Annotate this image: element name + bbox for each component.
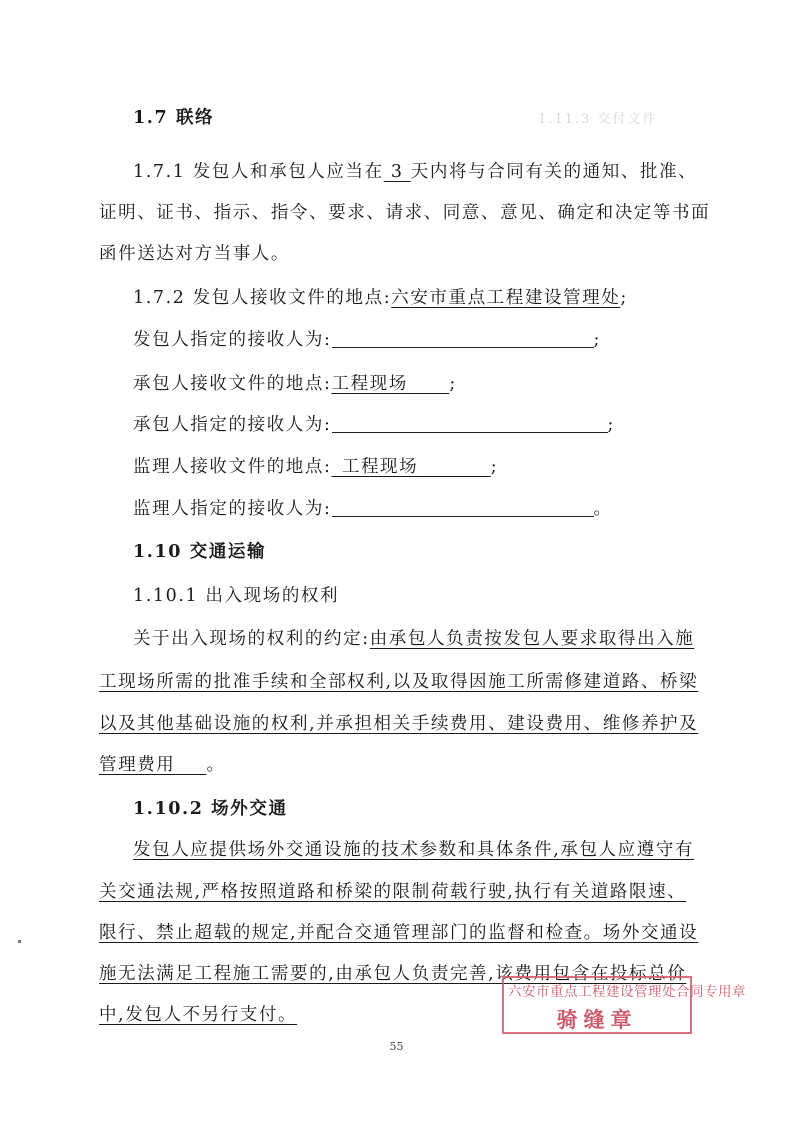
clause-1-7-1-line-1: 1.7.1 发包人和承包人应当在 3 天内将与合同有关的通知、批准、 [133, 162, 698, 182]
contractor-receiver-row: 承包人指定的接收人为: ; [133, 415, 615, 435]
clause-1-10-2-line-3: 限行、禁止超载的规定,并配合交通管理部门的监督和检查。场外交通设 [99, 923, 699, 943]
section-1-10-heading: 1.10 交通运输 [133, 542, 267, 562]
supervisor-receiver-row: 监理人指定的接收人为: 。 [133, 499, 613, 519]
supervisor-receiver-blank [332, 498, 594, 517]
clause-1-7-1-line-2: 证明、证书、指示、指令、要求、请求、同意、意见、确定和决定等书面 [99, 203, 711, 223]
section-1-7-heading: 1.7 联络 [133, 108, 215, 128]
clause-1-10-1-heading: 1.10.1 出入现场的权利 [133, 586, 340, 606]
clause-1-7-2-line-1: 1.7.2 发包人接收文件的地点:六安市重点工程建设管理处; [133, 288, 628, 308]
supervisor-address-row: 监理人接收文件的地点: 工程现场 ; [133, 457, 499, 477]
contractor-receiver-blank [332, 414, 608, 433]
employer-receiver-blank [332, 329, 594, 348]
employer-address: 六安市重点工程建设管理处 [391, 288, 621, 308]
contractor-address: 工程现场 [331, 374, 408, 394]
stamp-line-1: 六安市重点工程建设管理处合同专用章 [508, 984, 746, 1000]
page-number: 55 [389, 1040, 404, 1053]
bleed-through-text: 1.11.3 交付文件 [538, 112, 658, 127]
clause-1-10-2-line-4: 施无法满足工程施工需要的,由承包人负责完善,该费用包含在投标总价 [99, 964, 687, 984]
clause-1-10-1-line-3: 以及其他基础设施的权利,并承担相关手续费用、建设费用、维修养护及 [99, 714, 699, 734]
clause-1-10-2-line-2: 关交通法规,严格按照道路和桥梁的限制荷载行驶,执行有关道路限速、 [99, 882, 687, 902]
notice-days: 3 [383, 162, 411, 182]
clause-1-10-1-line-4: 管理费用 。 [99, 755, 226, 775]
clause-1-10-2-heading: 1.10.2 场外交通 [133, 799, 288, 819]
stamp-line-2: 骑缝章 [556, 1007, 638, 1032]
seam-seal-stamp [502, 976, 746, 1034]
clause-1-10-2-line-5: 中,发包人不另行支付。 [99, 1005, 298, 1025]
clause-1-10-2-line-1: 发包人应提供场外交通设施的技术参数和具体条件,承包人应遵守有 [133, 840, 695, 860]
supervisor-address: 工程现场 [341, 457, 419, 477]
clause-1-10-1-line-2: 工现场所需的批准手续和全部权利,以及取得因施工所需修建道路、桥梁 [99, 672, 699, 692]
contractor-address-row: 承包人接收文件的地点:工程现场 ; [133, 374, 457, 394]
scan-speck [18, 940, 21, 943]
clause-1-7-1-line-3: 函件送达对方当事人。 [99, 244, 290, 264]
employer-receiver-row: 发包人指定的接收人为: ; [133, 330, 601, 350]
clause-1-10-1-line-1: 关于出入现场的权利的约定:由承包人负责按发包人要求取得出入施 [133, 629, 695, 649]
